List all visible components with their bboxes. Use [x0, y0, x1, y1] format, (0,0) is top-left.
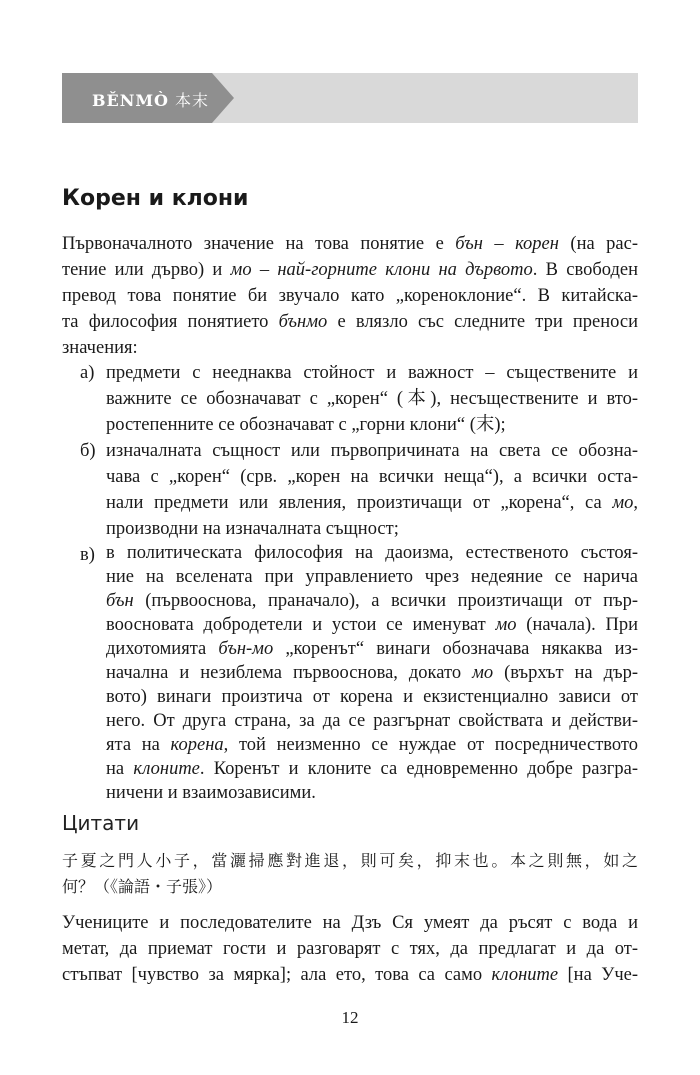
- header-hanzi: 本末: [175, 91, 210, 110]
- list-c-line-10: на клоните. Коренът и клоните са едновременно добре разгра-: [106, 759, 638, 779]
- list-a-line-2: важните се обозначават с „корен“ (本), несъществените и вто-: [106, 389, 638, 409]
- list-c-line-9: ята на корена, той неизменно се нуждае от посредничеството: [106, 735, 638, 755]
- list-b-line-1: изначалната същност или първопричината на света се обозна-: [106, 441, 638, 461]
- quote-zh-line-2: 何？（《論語・子張》）: [62, 877, 223, 896]
- list-c-line-3: бън (първооснова, праначало), а всички произтичащи от пър-: [106, 591, 638, 611]
- list-c-line-2: ние на вселената при управлението чрез недеяние се нарича: [106, 567, 638, 587]
- list-b-line-2: чава с „корен“ (срв. „корен на всички неща“), а всички оста-: [106, 467, 638, 487]
- intro-line-2: тение или дърво) и мо – най-горните клони на дървото. В свободен: [62, 260, 638, 280]
- list-a-line-1: предмети с нееднаква стойност и важност – съществените и: [106, 363, 638, 383]
- header-pinyin: BĚNMÒ: [92, 91, 169, 110]
- list-c-line-1: в политическата философия на даоизма, естественото състоя-: [106, 543, 638, 563]
- header-tab-arrow: [212, 73, 234, 123]
- quote-bg-line-1: Учениците и последователите на Дзъ Ся умеят да ръсят с вода и: [62, 913, 638, 933]
- header-label: [92, 88, 209, 111]
- list-c-line-8: него. От друга страна, за да се разгърнат свойствата и действи-: [106, 711, 638, 731]
- list-a-line-3: ростепенните се обозначават с „горни клони“ (末);: [106, 415, 506, 435]
- page-number: 12: [341, 1008, 359, 1027]
- intro-line-3: превод това понятие би звучало като „кореноклоние“. В китайска-: [62, 286, 638, 306]
- quotes-title: Цитати: [62, 811, 140, 835]
- intro-line-5: значения:: [62, 338, 138, 358]
- intro-line-1: Първоначалното значение на това понятие е бън – корен (на рас-: [62, 234, 638, 254]
- section-title: Корен и клони: [62, 186, 249, 211]
- list-marker-b: б): [80, 441, 96, 461]
- quote-bg-line-2: метат, да приемат гости и разговарят с тях, да предлагат и да от-: [62, 939, 638, 959]
- list-c-line-6: начална и незиблема първооснова, докато мо (върхът на дър-: [106, 663, 638, 683]
- list-b-line-4: производни на изначалната същност;: [106, 519, 399, 539]
- list-c-line-7: вото) винаги произтича от корена и екзистенциално зависи от: [106, 687, 638, 707]
- intro-line-4: та философия понятието бънмо е влязло със следните три преноси: [62, 312, 638, 332]
- quote-bg-line-3: стъпват [чувство за мярка]; ала ето, това са само клоните [на Уче-: [62, 965, 638, 985]
- quote-zh-line-1: 子夏之門人小子，當灑掃應對進退，則可矣，抑末也。本之則無，如之: [62, 851, 638, 870]
- list-c-line-5: дихотомията бън-мо „коренът“ винаги обозначава някаква из-: [106, 639, 638, 659]
- list-c-line-4: воосновата добродетели и устои се именуват мо (начала). При: [106, 615, 638, 635]
- list-marker-c: в): [80, 545, 95, 565]
- list-marker-a: а): [80, 363, 95, 383]
- list-c-line-11: ничени и взаимозависими.: [106, 783, 316, 803]
- list-b-line-3: нали предмети или явления, произтичащи от „корена“, са мо,: [106, 493, 638, 513]
